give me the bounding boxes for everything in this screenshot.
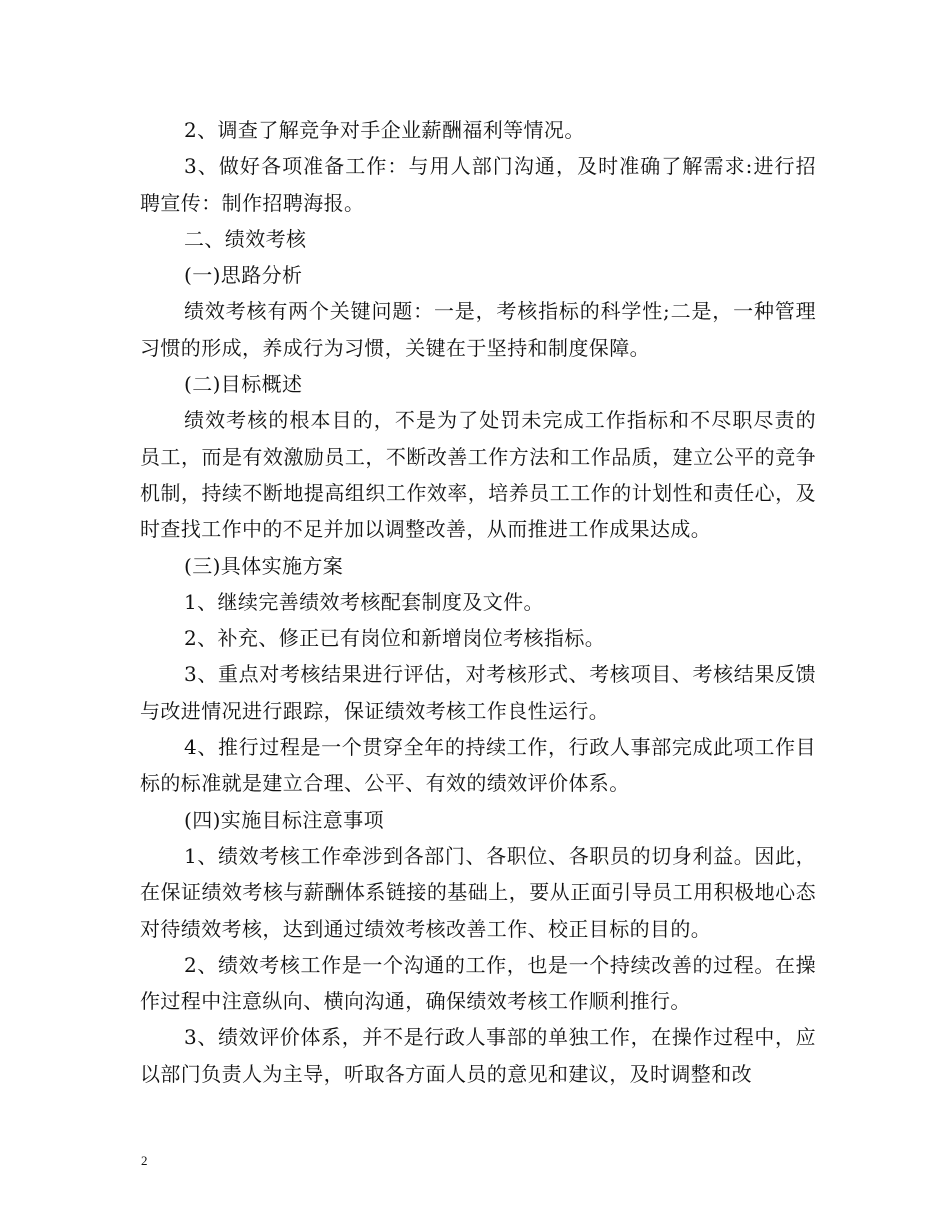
page-number: 2 — [141, 1153, 148, 1168]
list-item-note-1: 1、绩效考核工作牵涉到各部门、各职位、各职员的切身利益。因此，在保证绩效考核与薪酬体系链接的基础上，要从正面引导员工用积极地心态对待绩效考核，达到通过绩效考核改善工作、校正目标的目的。 — [140, 843, 816, 941]
document-body — [140, 112, 816, 1092]
subheading-implementation-plan: (三)具体实施方案 — [184, 553, 344, 578]
list-item-plan-1: 1、继续完善绩效考核配套制度及文件。 — [184, 589, 544, 614]
list-item-plan-3: 3、重点对考核结果进行评估，对考核形式、考核项目、考核结果反馈与改进情况进行跟踪，保证绩效考核工作良性运行。 — [140, 662, 816, 723]
list-item-note-2: 2、绩效考核工作是一个沟通的工作，也是一个持续改善的过程。在操作过程中注意纵向、横向沟通，确保绩效考核工作顺利推行。 — [140, 952, 816, 1014]
section-heading-performance: 二、绩效考核 — [184, 226, 307, 251]
subheading-notes: (四)实施目标注意事项 — [184, 807, 385, 832]
list-item-note-3: 3、绩效评价体系，并不是行政人事部的单独工作，在操作过程中，应以部门负责人为主导，听取各方面人员的意见和建议，及时调整和改 — [140, 1025, 816, 1086]
subheading-goal-overview: (二)目标概述 — [184, 372, 303, 397]
list-item-plan-2: 2、补充、修正已有岗位和新增岗位考核指标。 — [184, 626, 606, 651]
subheading-approach-analysis: (一)思路分析 — [184, 263, 303, 288]
paragraph-key-issues: 绩效考核有两个关键问题：一是，考核指标的科学性;二是，一种管理习惯的形成，养成行为习惯，关键在于坚持和制度保障。 — [140, 299, 816, 360]
paragraph-preparation-work: 3、做好各项准备工作：与用人部门沟通，及时准确了解需求:进行招聘宣传：制作招聘海报。 — [140, 154, 816, 215]
list-item-plan-4: 4、推行过程是一个贯穿全年的持续工作，行政人事部完成此项工作目标的标准就是建立合理、公平、有效的绩效评价体系。 — [140, 735, 816, 796]
paragraph-fundamental-purpose: 绩效考核的根本目的，不是为了处罚未完成工作指标和不尽职尽责的员工，而是有效激励员工，不断改善工作方法和工作品质，建立公平的竞争机制，持续不断地提高组织工作效率，培养员工工作的计划性和责任心，及时查找工作中的不足并加以调整改善，从而推进工作成果达成。 — [140, 408, 816, 542]
paragraph-competitor-survey: 2、调查了解竞争对手企业薪酬福利等情况。 — [184, 118, 585, 142]
